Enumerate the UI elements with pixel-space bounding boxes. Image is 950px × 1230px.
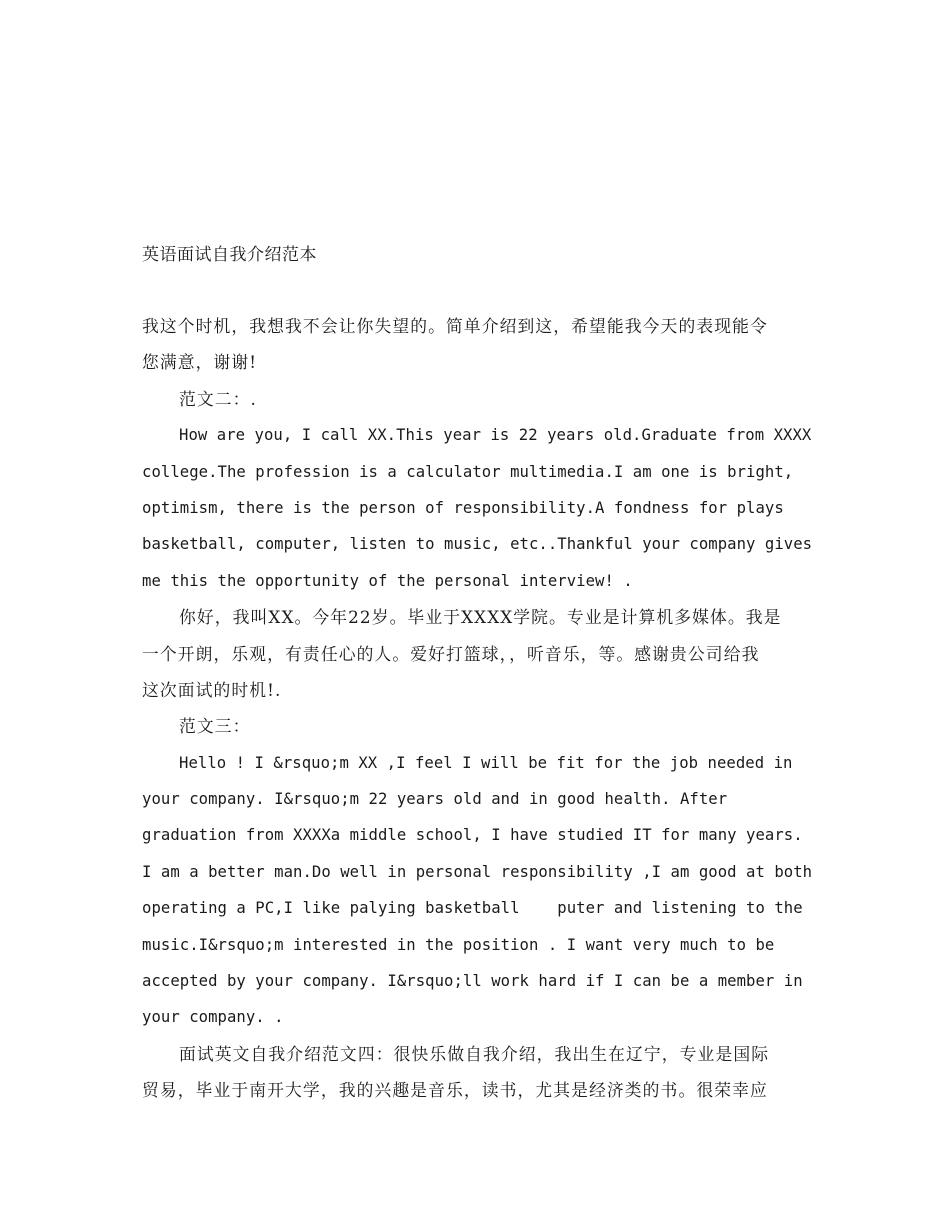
text-line: 范文二：. [179,388,257,409]
text-line: music.I&rsquo;m interested in the position . I want very much to be [142,935,775,954]
text-line: operating a PC,I like palying basketball puter and listening to the [142,899,803,918]
text-line: 一个开朗，乐观，有责任心的人。爱好打篮球，，听音乐，等。感谢贵公司给我 [142,643,760,664]
document-body [142,308,812,1109]
text-line: accepted by your company. I&rsquo;ll work hard if I can be a member in [142,972,803,991]
text-line: How are you, I call XX.This year is 22 years old.Graduate from XXXX [179,426,812,445]
text-line: optimism, there is the person of responsibility.A fondness for plays [142,498,784,517]
text-line: I am a better man.Do well in personal responsibility ,I am good at both [142,862,813,881]
text-line: 您满意，谢谢! [142,352,258,373]
text-line: graduation from XXXXa middle school, I have studied IT for many years. [142,826,803,845]
text-line: basketball, computer, listen to music, etc..Thankful your company gives [142,535,813,554]
document-title: 英语面试自我介绍范本 [142,245,317,265]
text-line: 面试英文自我介绍范文四：很快乐做自我介绍，我出生在辽宁，专业是国际 [179,1043,770,1064]
text-line: 范文三： [179,716,251,737]
text-line: 你好，我叫XX。今年22岁。毕业于XXXX学院。专业是计算机多媒体。我是 [179,607,782,628]
text-line: your company. I&rsquo;m 22 years old and in good health. After [142,790,728,809]
text-line: 贸易，毕业于南开大学，我的兴趣是音乐，读书，尤其是经济类的书。很荣幸应 [142,1080,768,1101]
text-line: me this the opportunity of the personal interview! . [142,571,633,590]
text-line: 我这个时机，我想我不会让你失望的。简单介绍到这，希望能我今天的表现能令 [142,316,768,336]
text-line: college.The profession is a calculator multimedia.I am one is bright, [142,462,794,481]
text-line: your company. . [142,1008,284,1027]
text-line: Hello ! I &rsquo;m XX ,I feel I will be fit for the job needed in [179,753,793,772]
text-line: 这次面试的时机!. [142,679,282,700]
